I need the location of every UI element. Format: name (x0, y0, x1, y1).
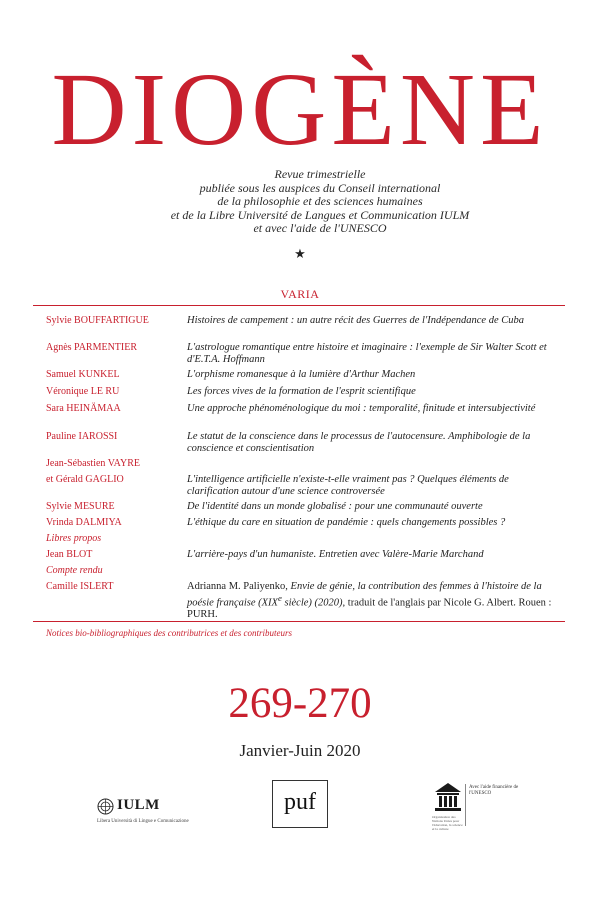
toc-author: Sylvie MESURE (46, 501, 115, 512)
review-superscript: e (277, 592, 282, 603)
subtitle-line: et de la Libre Université de Langues et Communication IULM (170, 207, 470, 222)
iulm-name: IULM (117, 797, 160, 813)
journal-subtitle (120, 168, 520, 236)
toc-title: Une approche phénoménologique du moi : temporalité, finitude et intersubjectivité (187, 403, 536, 414)
unesco-label (469, 785, 539, 797)
toc-title: Le statut de la conscience dans le processus de l'autocensure. Amphibologie de la conscience et conscientisation (187, 431, 531, 454)
subtitle-line: de la philosophie et des sciences humaines (217, 194, 423, 208)
toc-author: Vrinda DALMIYA (46, 517, 122, 528)
toc-author: et Gérald GAGLIO (46, 474, 124, 485)
toc-author: Samuel KUNKEL (46, 369, 120, 380)
toc-author: Pauline IAROSSI (46, 431, 118, 442)
issue-date: Janvier-Juin 2020 (239, 741, 361, 760)
review-book-author: Adrianna M. Paliyenko, (187, 581, 291, 592)
star-ornament-icon: ★ (294, 246, 306, 261)
divider (33, 621, 565, 622)
unesco-temple-icon (433, 782, 463, 814)
review-book-title-end: siècle) (2020), (281, 597, 348, 608)
notices-note: Notices bio-bibliographiques des contributrices et des contributeurs (46, 628, 292, 638)
unesco-label-line: Avec l'aide financière de (469, 785, 519, 790)
unesco-logo (432, 780, 532, 830)
toc-section-label: Libres propos (46, 533, 102, 544)
review-book-title: Envie de génie, la contribution des femmes à l'histoire de la poésie française (XIX (187, 581, 542, 608)
toc-title (187, 581, 557, 620)
toc-author: Sylvie BOUFFARTIGUE (46, 315, 149, 326)
subtitle-line: Revue trimestrielle (274, 167, 366, 181)
toc-author: Véronique LE RU (46, 386, 120, 397)
review-translation: traduit de l'anglais par Nicole G. Albert. Rouen : PURH. (187, 597, 552, 620)
toc-title: L'éthique du care en situation de pandémie : quels changements possibles ? (187, 517, 506, 528)
divider (465, 784, 466, 826)
subtitle-line: publiée sous les auspices du Conseil international (199, 180, 441, 195)
toc-author: Jean-Sébastien VAYRE (46, 458, 140, 469)
unesco-label-line: l'UNESCO (469, 791, 492, 796)
toc-title: L'intelligence artificielle n'existe-t-elle vraiment pas ? Quelques éléments de clarification autour d'une science controversée (187, 474, 509, 497)
toc-title: L'arrière-pays d'un humaniste. Entretien avec Valère-Marie Marchand (187, 549, 484, 560)
toc-author: Camille ISLERT (46, 581, 114, 592)
puf-logo: puf (272, 780, 328, 828)
subtitle-line: et avec l'aide de l'UNESCO (253, 221, 387, 235)
iulm-emblem-icon (97, 798, 114, 815)
toc-title: L'orphisme romanesque à la lumière d'Arthur Machen (187, 369, 416, 380)
divider (33, 305, 565, 306)
toc-section-label: Compte rendu (46, 565, 103, 576)
issue-number: 269-270 (228, 680, 372, 727)
toc-title: De l'identité dans un monde globalisé : pour une communauté ouverte (187, 501, 483, 512)
toc-author: Agnès PARMENTIER (46, 342, 138, 353)
toc-title: L'astrologue romantique entre histoire et imaginaire : l'exemple de Sir Walter Scott et d'E.T.A. Hoffmann (187, 342, 547, 365)
toc-author: Jean BLOT (46, 549, 93, 560)
section-heading: VARIA (280, 287, 320, 301)
toc-author: Sara HEINÄMAA (46, 403, 121, 414)
toc-title: Histoires de campement : un autre récit des Guerres de l'Indépendance de Cuba (187, 315, 524, 326)
iulm-subtitle: Libera Università di Lingue e Comunicazione (97, 819, 189, 824)
toc-title: Les forces vives de la formation de l'esprit scientifique (187, 386, 416, 397)
unesco-subtitle: Organisation des Nations Unies pour l'éducation, la science et la culture (432, 815, 463, 831)
journal-title: DIOGÈNE (51, 52, 549, 167)
